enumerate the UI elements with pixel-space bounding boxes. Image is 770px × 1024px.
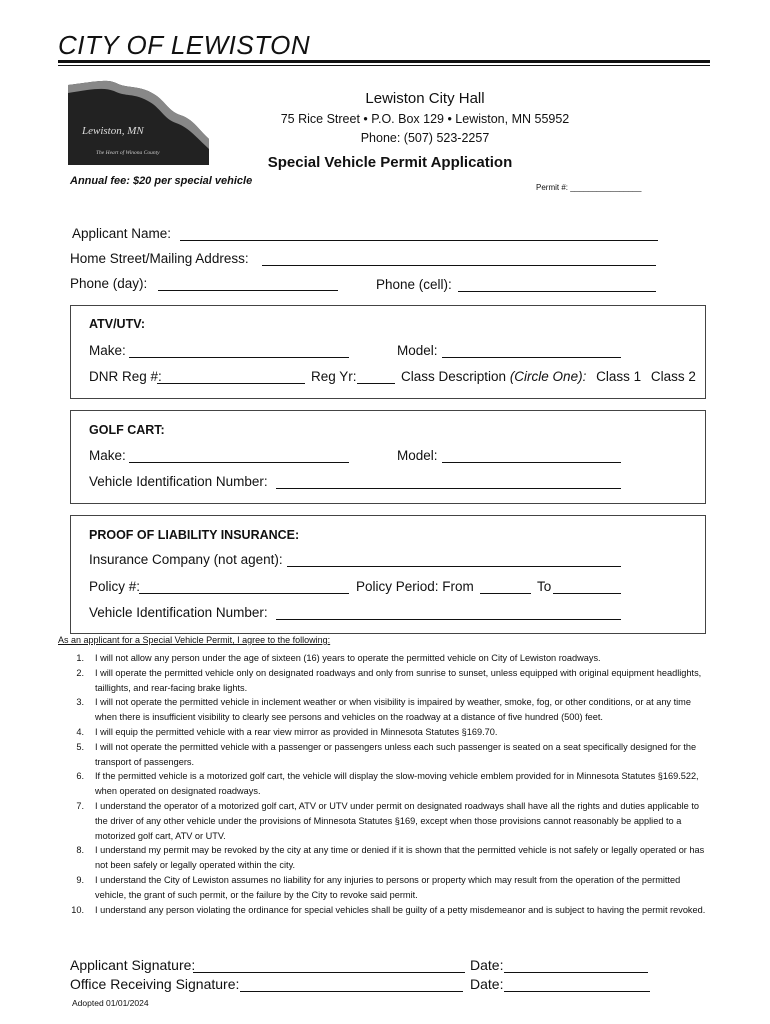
policy-number-field[interactable] [139, 593, 349, 594]
reg-yr-label: Reg Yr: [311, 369, 357, 384]
applicant-name-field[interactable] [180, 240, 658, 241]
city-logo [68, 79, 209, 165]
logo-tagline: The Heart of Winona County [96, 150, 160, 156]
insurance-company-label: Insurance Company (not agent): [89, 552, 283, 567]
agreement-item-number: 2. [76, 667, 84, 678]
home-address-label: Home Street/Mailing Address: [70, 251, 249, 266]
atv-utv-heading: ATV/UTV: [89, 317, 146, 331]
agreement-item [66, 695, 706, 725]
golf-model-field[interactable] [442, 462, 621, 463]
agreement-item [66, 799, 706, 843]
policy-number-label: Policy #: [89, 579, 141, 594]
agreement-item-text: I understand the City of Lewiston assumes no liability for any injuries to persons or property which may result from the operation of the permitted vehicle, the grant of such permit, or the failure by the City to revoke said permit. [95, 874, 681, 900]
permit-number-field[interactable]: Permit #: ________________ [536, 183, 642, 192]
form-title: Special Vehicle Permit Application [267, 154, 513, 171]
class-description-label: Class Description [401, 369, 507, 384]
golf-vin-field[interactable] [276, 488, 621, 489]
agreement-item-number: 3. [76, 697, 84, 708]
applicant-signature-field[interactable] [193, 972, 465, 973]
applicant-signature-label: Applicant Signature: [70, 957, 196, 973]
reg-yr-field[interactable] [357, 383, 395, 384]
agreement-item-text: I will equip the permitted vehicle with a rear view mirror as provided in Minnesota Statutes §169.70. [95, 726, 498, 737]
policy-period-from-field[interactable] [480, 593, 531, 594]
annual-fee-note: Annual fee: $20 per special vehicle [70, 175, 253, 187]
agreement-item [66, 769, 706, 799]
agreement-item-text: I understand any person violating the ordinance for special vehicles shall be guilty of a petty misdemeanor and is subject to having the permit revoked. [95, 904, 706, 915]
office-date-label: Date: [470, 976, 504, 992]
policy-period-from-label: Policy Period: From [356, 579, 474, 594]
applicant-date-field[interactable] [504, 972, 648, 973]
golf-make-label: Make: [89, 448, 126, 463]
city-hall-address: 75 Rice Street • P.O. Box 129 • Lewiston, MN 55952 [280, 112, 570, 126]
agreement-intro: As an applicant for a Special Vehicle Permit, I agree to the following: [58, 635, 331, 645]
logo-town-name: Lewiston, MN [82, 125, 144, 137]
golf-cart-section [70, 410, 706, 504]
city-hall-name: Lewiston City Hall [365, 90, 485, 107]
agreement-item-number: 5. [76, 741, 84, 752]
dnr-reg-field[interactable] [157, 383, 305, 384]
agreement-item-number: 9. [76, 874, 84, 885]
class-description [401, 369, 696, 384]
document-title: CITY OF LEWISTON [58, 30, 311, 60]
agreement-item-text: I understand my permit may be revoked by the city at any time or denied if it is shown that the permitted vehicle is not safely or legally operated or has not been safely or legally operated within the city. [95, 845, 705, 871]
agreement-item-text: I will not allow any person under the age of sixteen (16) years to operate the permitted vehicle on City of Lewiston roadways. [95, 653, 601, 663]
title-rule-thin [58, 65, 710, 66]
agreement-item-text: I will not operate the permitted vehicle with a passenger or passengers unless each such passenger is seated on a seat specifically designed for the transport of passengers. [95, 741, 697, 767]
agreement-item-text: I will not operate the permitted vehicle in inclement weather or when visibility is impaired by weather, smoke, fog, or other conditions, or at any time when there is insufficient visibility to clearly see persons and vehicles on the roadway at a distance of five hundred (500) feet. [95, 697, 691, 723]
city-hall-phone: Phone: (507) 523-2257 [360, 131, 490, 145]
adopted-date: Adopted 01/01/2024 [72, 998, 149, 1008]
insurance-vin-field[interactable] [276, 619, 621, 620]
insurance-heading: PROOF OF LIABILITY INSURANCE: [89, 528, 300, 542]
golf-model-label: Model: [397, 448, 438, 463]
agreement-item-number: 10. [71, 904, 84, 915]
atv-model-label: Model: [397, 343, 438, 358]
office-date-field[interactable] [504, 991, 650, 992]
agreement-item-number: 7. [76, 800, 84, 811]
agreement-item-text: I understand the operator of a motorized golf cart, ATV or UTV under permit on designated roadways shall have all the rights and duties applicable to the driver of any other vehicle under the provisions of Minnesota Statutes §169, except when those provisions cannot reasonably be applied to a motorized golf cart, ATV or UTV. [95, 800, 699, 841]
office-signature-field[interactable] [240, 991, 463, 992]
golf-vin-label: Vehicle Identification Number: [89, 474, 268, 489]
agreement-item [66, 666, 706, 696]
agreement-item-number: 8. [76, 845, 84, 856]
agreement-list [66, 651, 706, 917]
insurance-company-field[interactable] [287, 566, 621, 567]
agreement-item [66, 903, 706, 918]
agreement-item-number: 1. [76, 653, 84, 663]
agreement-item-number: 4. [76, 726, 84, 737]
title-rule-thick [58, 60, 710, 63]
phone-day-label: Phone (day): [70, 276, 148, 291]
office-signature-label: Office Receiving Signature: [70, 976, 240, 992]
applicant-date-label: Date: [470, 957, 504, 973]
policy-period-to-label: To [537, 579, 552, 594]
policy-period-to-field[interactable] [553, 593, 621, 594]
agreement-item [66, 725, 706, 740]
agreement-item [66, 843, 706, 873]
applicant-name-label: Applicant Name: [72, 226, 172, 241]
home-address-field[interactable] [262, 265, 656, 266]
dnr-reg-label: DNR Reg #: [89, 369, 162, 384]
agreement-item [66, 651, 706, 666]
phone-cell-label: Phone (cell): [376, 277, 452, 292]
atv-make-label: Make: [89, 343, 126, 358]
agreement-item [66, 740, 706, 770]
atv-utv-section [70, 305, 706, 399]
class-2-option[interactable]: Class 2 [650, 369, 696, 384]
agreement-item-text: If the permitted vehicle is a motorized golf cart, the vehicle will display the slow-moving vehicle emblem provided for in Minnesota Statutes §169.522, when operated on designated roadways. [95, 771, 699, 797]
circle-one-note: (Circle One): [509, 369, 587, 384]
atv-model-field[interactable] [442, 357, 621, 358]
agreement-item [66, 873, 706, 903]
phone-cell-field[interactable] [458, 291, 656, 292]
class-1-option[interactable]: Class 1 [596, 369, 642, 384]
atv-make-field[interactable] [129, 357, 349, 358]
insurance-section [70, 515, 706, 634]
golf-make-field[interactable] [129, 462, 349, 463]
insurance-vin-label: Vehicle Identification Number: [89, 605, 268, 620]
phone-day-field[interactable] [158, 290, 338, 291]
agreement-item-text: I will operate the permitted vehicle only on designated roadways and only from sunrise to sunset, unless equipped with original equipment headlights, taillights, and rear-facing brake lights. [95, 667, 702, 693]
agreement-item-number: 6. [76, 771, 84, 782]
golf-cart-heading: GOLF CART: [89, 423, 165, 437]
